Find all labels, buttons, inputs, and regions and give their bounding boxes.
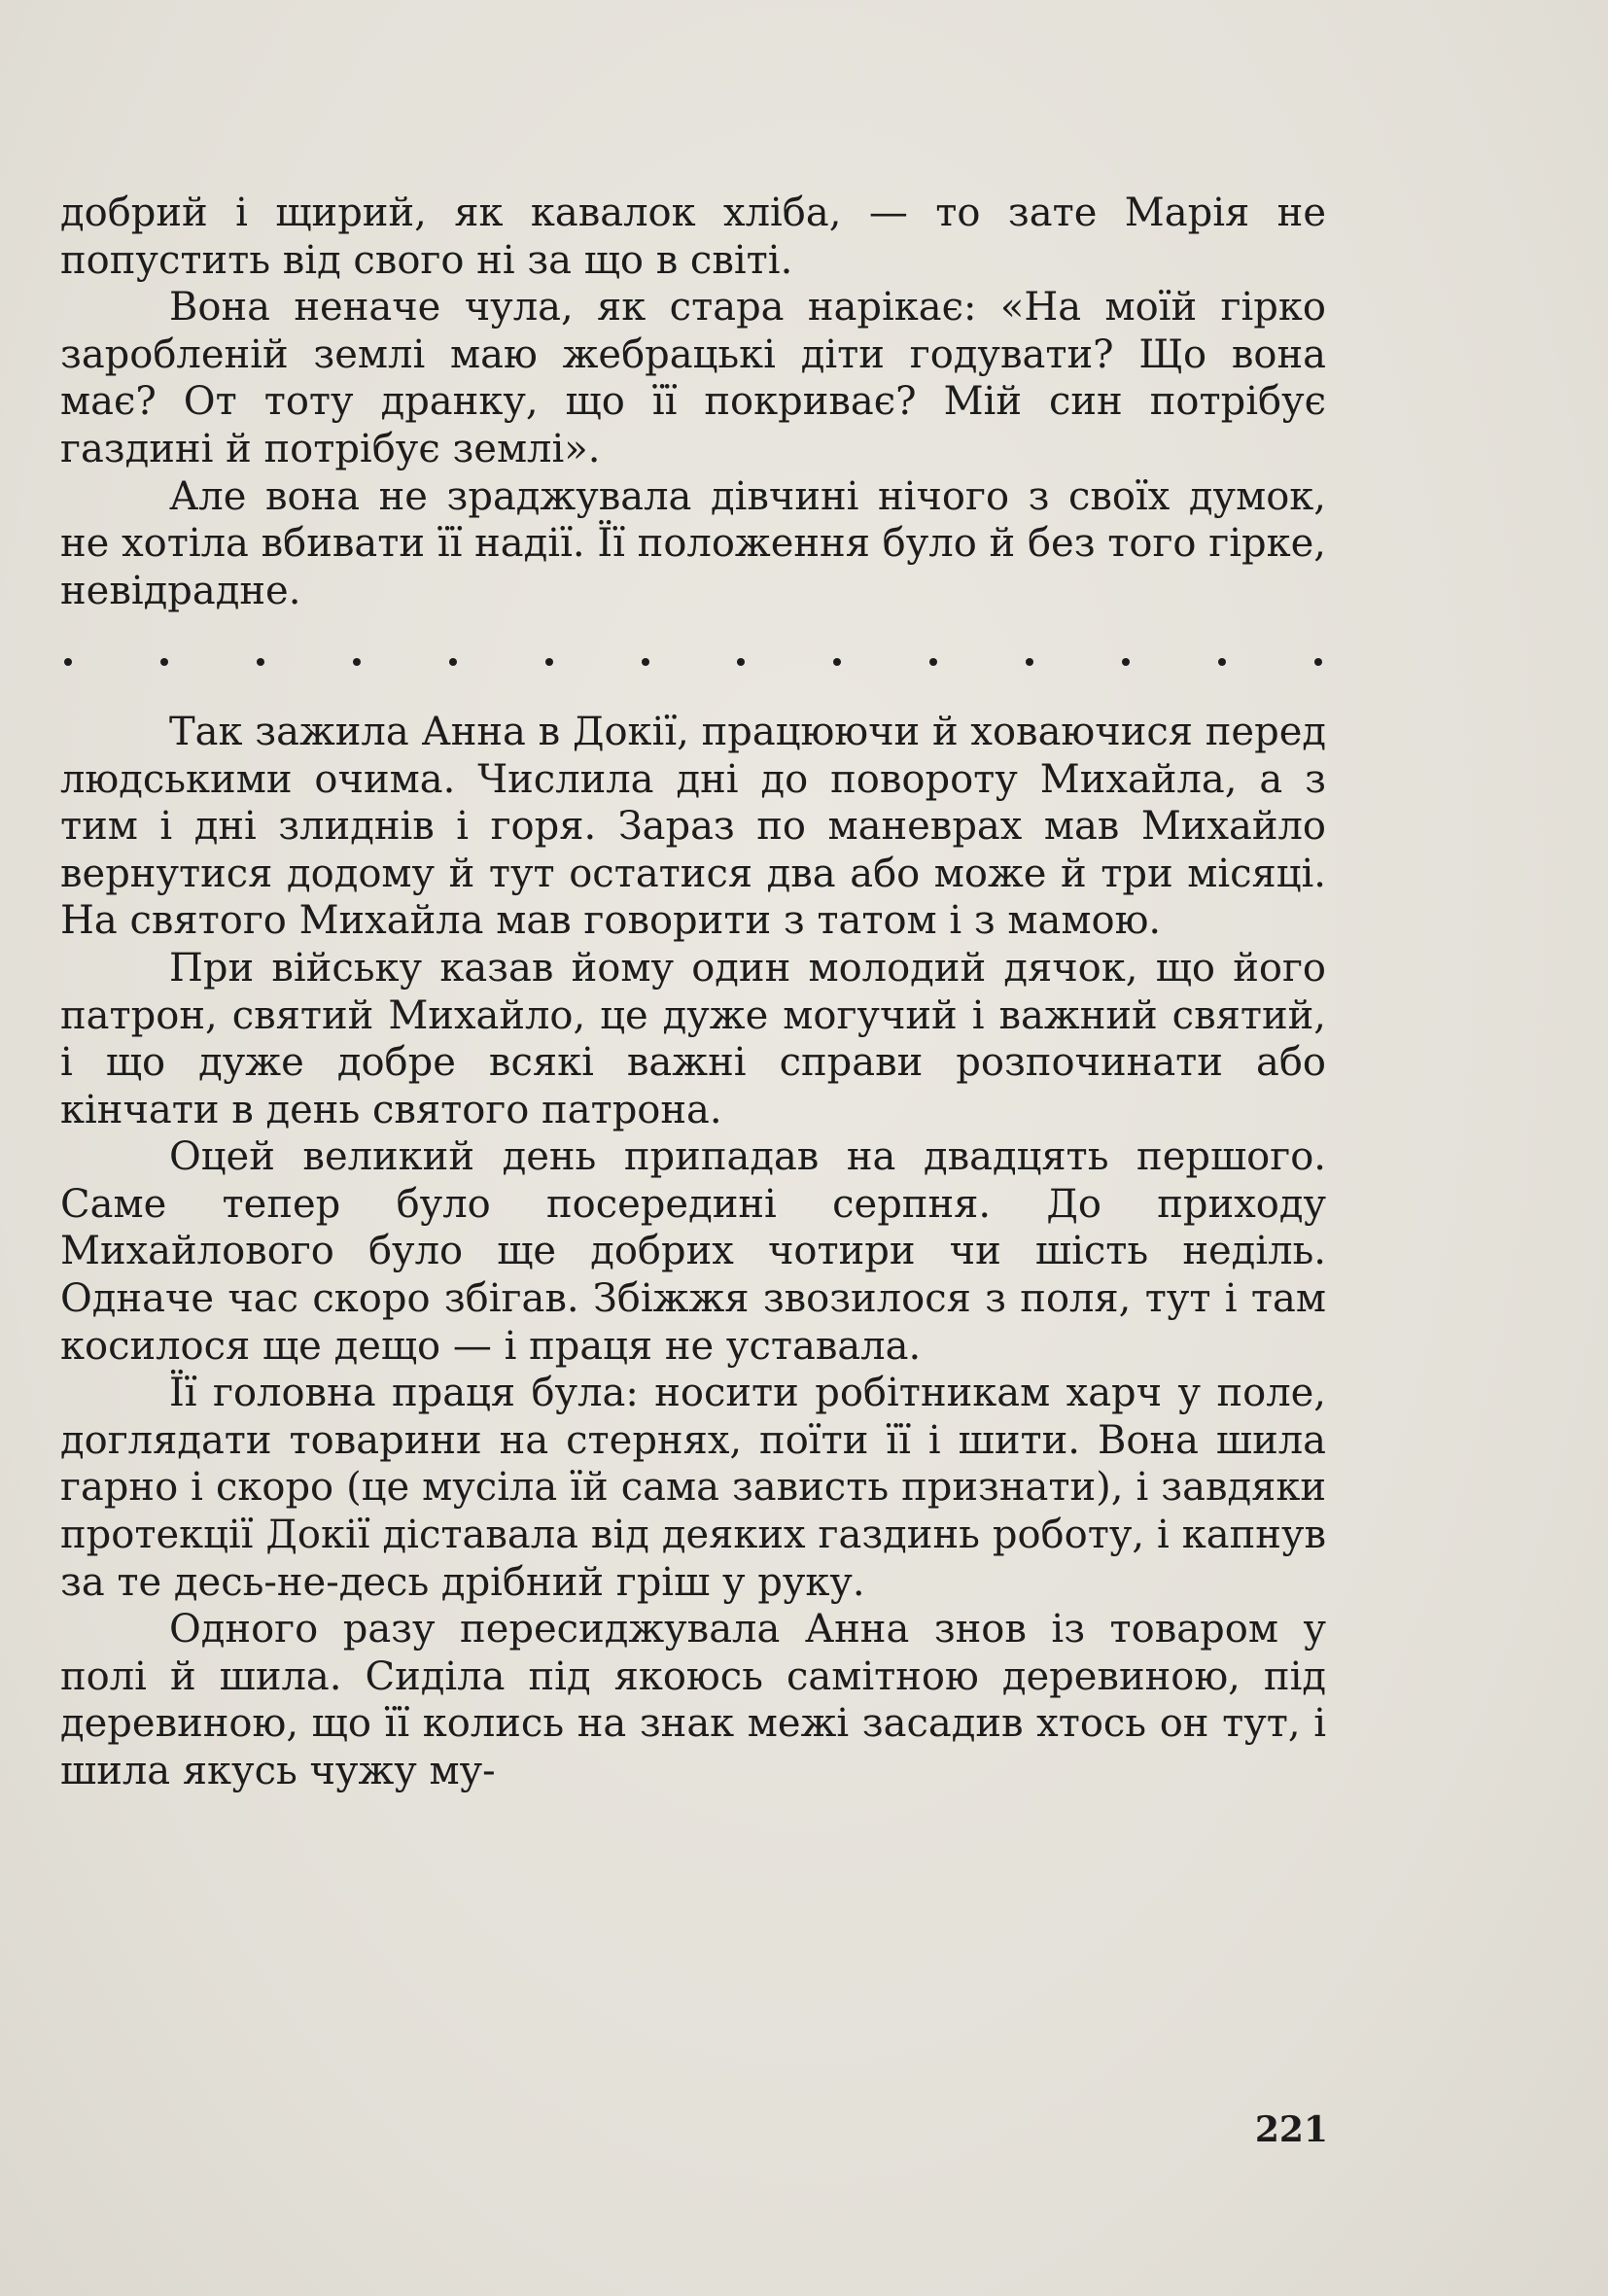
dot (1026, 658, 1033, 666)
paragraph: Так зажила Анна в Докії, працюючи й ховаючися перед людськими очима. Числила дні до повороту Михайла, а з тим і дні злиднів і горя. Зараз по маневрах мав Михайло вернутися додому й тут остатися два або може й три місяці. На святого Михайла мав говорити з татом і з мамою. (60, 709, 1326, 944)
dot (1218, 658, 1226, 666)
body-text (60, 190, 1326, 1795)
paragraph: При війську казав йому один молодий дячок, що його патрон, святий Михайло, це дуже могучий і важний святий, і що дуже добре всякі важні справи розпочинати або кінчати в день святого патрона. (60, 945, 1326, 1132)
dot (1122, 658, 1130, 666)
paragraph: Вона неначе чула, як стара нарікає: «На моїй гірко заробленій землі маю жебрацькі діти годувати? Що вона має? От тоту дранку, що її покриває? Мій син потрібує газдині й потрібує землі». (60, 285, 1326, 471)
page-number: 221 (1254, 2109, 1328, 2150)
dot (64, 658, 72, 666)
dot (449, 658, 457, 666)
section-break-dots (60, 638, 1326, 685)
dot (353, 658, 361, 666)
dot (160, 658, 168, 666)
dot (1314, 658, 1322, 666)
paragraph: добрий і щирий, як кавалок хліба, — то зате Марія не попустить від свого ні за що в світі. (60, 191, 1326, 283)
dot (642, 658, 649, 666)
paragraph: Але вона не зраджувала дівчині нічого з своїх думок, не хотіла вбивати її надії. Її положення було й без того гірке, невідрадне. (60, 473, 1326, 613)
paragraph: Її головна праця була: носити робітникам харч у поле, доглядати товарини на стернях, поїти її і шити. Вона шила гарно і скоро (це мусіла їй сама зависть признати), і завдяки протекції Докії діставала від деяких газдинь роботу, і капнув за те десь-не-десь дрібний гріш у руку. (60, 1371, 1326, 1605)
dot (545, 658, 553, 666)
dot (929, 658, 937, 666)
dot (833, 658, 841, 666)
dot (257, 658, 264, 666)
paragraph: Оцей великий день припадав на двадцять першого. Саме тепер було посередині серпня. До приходу Михайлового було ще добрих чотири чи шість неділь. Одначе час скоро збігав. Збіжжя звозилося з поля, тут і там косилося ще дещо — і праця не уставала. (60, 1134, 1326, 1369)
dot (737, 658, 745, 666)
paragraph: Одного разу пересиджувала Анна знов із товаром у полі й шила. Сиділа під якоюсь самітною деревиною, під деревиною, що її колись на знак межі засадив хтось он тут, і шила якусь чужу му- (60, 1607, 1326, 1793)
